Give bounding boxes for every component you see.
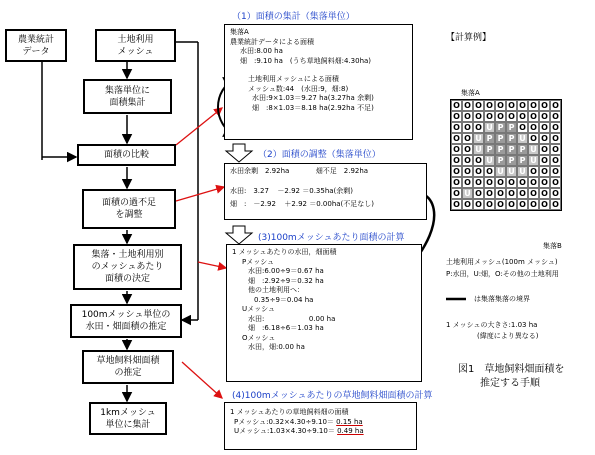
mesh-cell: O (539, 133, 550, 144)
mesh-field: 畑 :8×1.03＝8.18 ha(2.92ha 不足) (252, 103, 374, 112)
mesh-cell: O (495, 188, 506, 199)
mesh-cell: O (451, 155, 462, 166)
u-paddy-value: 0.00 ha (308, 314, 336, 323)
field-shortage: 畑不足 2.92ha (315, 167, 369, 175)
box-line: のメッシュあたり (91, 262, 164, 272)
box-line: の推定 (114, 368, 142, 378)
adjust-box (82, 189, 176, 229)
mesh-cell: O (462, 111, 473, 122)
p-other-label: 他の土地利用へ： (248, 286, 304, 294)
land-use-mesh-grid (450, 99, 562, 211)
mesh-cell: O (517, 111, 528, 122)
legend-latitude-note: (緯度により異なる) (477, 332, 539, 340)
mesh-cell: O (539, 177, 550, 188)
mesh-cell: O (550, 199, 561, 210)
mesh-cell: O (539, 144, 550, 155)
paddy-adjust-result: ＝0.35ha(余剰) (302, 186, 354, 195)
box-line: 1kmメッシュ (100, 407, 156, 418)
km-aggregate-box (89, 402, 167, 435)
o-mesh-label: Oメッシュ (242, 333, 276, 342)
mesh-cell: O (550, 133, 561, 144)
mesh-cell: O (528, 177, 539, 188)
p-mesh-label: Pメッシュ (242, 257, 275, 266)
agri-stats-data-box (5, 29, 67, 62)
mesh-cell: O (539, 100, 550, 111)
mesh-cell: O (517, 122, 528, 133)
mesh-cell: P (495, 155, 506, 166)
estimate-box (70, 304, 182, 338)
example-title: 【計算例】 (446, 33, 492, 43)
mesh-cell: O (462, 133, 473, 144)
mesh-cell: O (484, 177, 495, 188)
o-value: 水田，畑:0.00 ha (248, 343, 305, 351)
stats-area-heading: 農業統計データによる面積 (230, 37, 314, 46)
mesh-cell: U (495, 166, 506, 177)
mesh-cell: O (539, 155, 550, 166)
mesh-cell: O (539, 199, 550, 210)
mesh-cell: U (506, 166, 517, 177)
mesh-cell: U (484, 155, 495, 166)
mesh-cell: O (528, 133, 539, 144)
mesh-cell: O (462, 122, 473, 133)
panel-area-adjustment (224, 163, 427, 220)
mesh-cell: O (506, 188, 517, 199)
mesh-cell: P (506, 122, 517, 133)
mesh-cell: P (495, 122, 506, 133)
box-line: を調整 (115, 210, 143, 220)
mesh-area-heading: 土地利用メッシュによる面積 (248, 75, 339, 83)
panel-grass-area-calc (224, 402, 417, 450)
mesh-cell: O (506, 100, 517, 111)
p-field: 畑 :2.92÷9＝0.32 ha (248, 276, 324, 285)
village-a-grid-label: 集落A (461, 89, 480, 97)
mesh-cell: O (484, 188, 495, 199)
mesh-cell: O (495, 111, 506, 122)
p-grass-formula: Pメッシュ:0.32×4.30÷9.10＝ (234, 417, 334, 426)
mesh-cell: O (550, 177, 561, 188)
land-use-mesh-box (95, 29, 176, 62)
figure-caption-line2: 推定する手順 (480, 378, 540, 389)
mesh-cell: O (473, 199, 484, 210)
mesh-cell: U (528, 155, 539, 166)
grass-estimate-box (82, 350, 174, 384)
mesh-cell: O (539, 188, 550, 199)
box-line: 面積集計 (109, 97, 146, 108)
mesh-cell: O (451, 199, 462, 210)
mesh-cell: U (473, 144, 484, 155)
mesh-cell: O (550, 188, 561, 199)
box-line: 水田・畑面積の推定 (85, 322, 167, 332)
box-line: 面積の過不足 (101, 198, 156, 208)
legend-boundary: は集落集落の境界 (474, 295, 530, 303)
village-b-grid-label: 集落B (543, 242, 562, 250)
mesh-cell: P (517, 144, 528, 155)
panel-area-aggregation (224, 24, 413, 140)
p-paddy: 水田:6.00÷9＝0.67 ha (248, 267, 324, 275)
legend-mesh-size: 1 メッシュの大きさ:1.03 ha (446, 321, 538, 329)
village-a-label: 集落A (230, 28, 249, 36)
mesh-cell: O (517, 188, 528, 199)
mesh-cell: O (550, 166, 561, 177)
mesh-cell: O (451, 177, 462, 188)
field-adjust-row (230, 200, 421, 210)
box-line: メッシュ (117, 46, 154, 57)
mesh-cell: O (473, 188, 484, 199)
field-adjust-label: 畑 : －2.92 (230, 200, 276, 208)
mesh-cell: O (506, 177, 517, 188)
mesh-cell: U (473, 133, 484, 144)
mesh-cell: O (462, 177, 473, 188)
paddy-adjust-row (230, 187, 421, 197)
mesh-cell: O (539, 166, 550, 177)
box-line: 100mメッシュ単位の (81, 310, 171, 320)
mesh-cell: O (528, 122, 539, 133)
field-value: 畑 :9.10 ha (うち草地飼料畑:4.30ha) (240, 56, 372, 65)
mesh-cell: O (528, 188, 539, 199)
panel-mesh-area-calc (226, 244, 422, 382)
mesh-cell: O (451, 111, 462, 122)
legend-codes: P:水田，U:畑，O:その他の土地利用 (446, 270, 559, 278)
mesh-cell: O (550, 144, 561, 155)
paddy-adjust-label: 水田: 3.27 (230, 186, 269, 195)
box-line: データ (22, 46, 50, 57)
box-line: 面積の比較 (103, 150, 149, 160)
mesh-cell: P (506, 144, 517, 155)
mesh-cell: O (495, 177, 506, 188)
section-2-title: （2）面積の調整（集落単位） (258, 150, 381, 160)
mesh-cell: O (462, 100, 473, 111)
section-4-title: (4)100mメッシュあたりの草地飼料畑面積の計算 (232, 391, 433, 401)
paddy-value: 水田:8.00 ha (240, 47, 283, 55)
box-line: 集落・土地利用別 (91, 250, 164, 260)
p-other-value: 0.35÷9＝0.04 ha (254, 295, 314, 304)
mesh-cell: P (495, 133, 506, 144)
box-line: 土地利用 (117, 34, 154, 45)
mesh-cell: O (473, 111, 484, 122)
u-grass-result: 0.49 ha (337, 427, 364, 435)
mesh-cell: O (473, 155, 484, 166)
mesh-cell: O (528, 166, 539, 177)
mesh-cell: O (495, 100, 506, 111)
per-mesh-heading: 1 メッシュあたりの水田，畑面積 (232, 248, 337, 256)
mesh-cell: O (451, 144, 462, 155)
mesh-cell: O (550, 111, 561, 122)
aggregate-box (83, 79, 172, 114)
mesh-cell: O (539, 111, 550, 122)
mesh-cell: O (462, 144, 473, 155)
mesh-cell: O (517, 199, 528, 210)
mesh-cell: U (462, 188, 473, 199)
mesh-cell: O (473, 122, 484, 133)
paddy-surplus: 水田余剰 2.92ha (230, 167, 290, 175)
surplus-row (230, 167, 421, 177)
p-grass-result: 0.15 ha (336, 417, 363, 426)
mesh-cell: P (506, 155, 517, 166)
mesh-cell: O (550, 100, 561, 111)
mesh-cell: O (550, 122, 561, 133)
mesh-cell: O (539, 122, 550, 133)
mesh-cell: O (550, 155, 561, 166)
mesh-cell: O (473, 166, 484, 177)
paddy-adjust-delta: －2.92 (277, 186, 301, 195)
mesh-cell: O (517, 100, 528, 111)
mesh-cell: P (484, 144, 495, 155)
spacer (230, 66, 407, 75)
field-adjust-result: ＝0.00ha(不足なし) (309, 200, 375, 208)
mesh-cell: O (506, 111, 517, 122)
mesh-cell: U (517, 166, 528, 177)
mesh-cell: P (506, 133, 517, 144)
u-grass-row (230, 427, 411, 437)
u-field: 畑 :6.18÷6＝1.03 ha (248, 324, 324, 332)
mesh-cell: O (495, 199, 506, 210)
box-line: 草地飼料畑面積 (96, 356, 160, 366)
mesh-cell: P (495, 144, 506, 155)
u-paddy-row (232, 315, 416, 325)
box-line: 集落単位に (104, 85, 150, 96)
mesh-cell: O (484, 111, 495, 122)
u-mesh-label: Uメッシュ (242, 305, 275, 313)
mesh-cell: O (451, 100, 462, 111)
u-paddy-label: 水田: (248, 314, 265, 323)
per-mesh-area-box (73, 244, 182, 290)
mesh-cell: O (484, 199, 495, 210)
mesh-cell: O (473, 100, 484, 111)
mesh-cell: O (451, 122, 462, 133)
section-3-title: (3)100mメッシュあたり面積の計算 (258, 233, 405, 243)
mesh-cell: P (484, 133, 495, 144)
legend-mesh: 土地利用メッシュ(100m メッシュ) (446, 258, 558, 266)
box-line: 面積の決定 (104, 274, 150, 284)
section-1-title: （1）面積の集計（集落単位） (232, 12, 355, 22)
mesh-cell: O (451, 166, 462, 177)
field-adjust-delta: ＋2.92 (284, 200, 308, 208)
mesh-cell: U (517, 133, 528, 144)
box-line: 単位に集計 (105, 419, 151, 430)
box-line: 農業統計 (17, 34, 54, 45)
mesh-cell: O (528, 111, 539, 122)
mesh-cell: P (517, 155, 528, 166)
mesh-cell: O (528, 100, 539, 111)
mesh-cell: O (528, 199, 539, 210)
mesh-cell: O (451, 133, 462, 144)
mesh-cell: O (506, 199, 517, 210)
mesh-cell: O (484, 166, 495, 177)
grass-per-mesh-heading: 1 メッシュあたりの草地飼料畑の面積 (230, 408, 349, 416)
mesh-cell: O (517, 177, 528, 188)
mesh-cell: O (451, 188, 462, 199)
mesh-cell: O (462, 166, 473, 177)
mesh-cell: O (473, 177, 484, 188)
mesh-cell: O (484, 100, 495, 111)
mesh-paddy: 水田:9×1.03＝9.27 ha(3.27ha 余剰) (252, 94, 374, 102)
p-grass-row (230, 418, 411, 428)
mesh-cell: O (462, 155, 473, 166)
mesh-cell: U (528, 144, 539, 155)
mesh-cell: O (462, 199, 473, 210)
compare-box (77, 144, 176, 166)
u-grass-formula: Uメッシュ:1.03×4.30÷9.10＝ (234, 427, 335, 435)
mesh-count: メッシュ数:44 (水田:9，畑:8) (248, 84, 349, 93)
figure-caption-line1: 図1 草地飼料畑面積を (458, 364, 565, 375)
mesh-cell: U (484, 122, 495, 133)
